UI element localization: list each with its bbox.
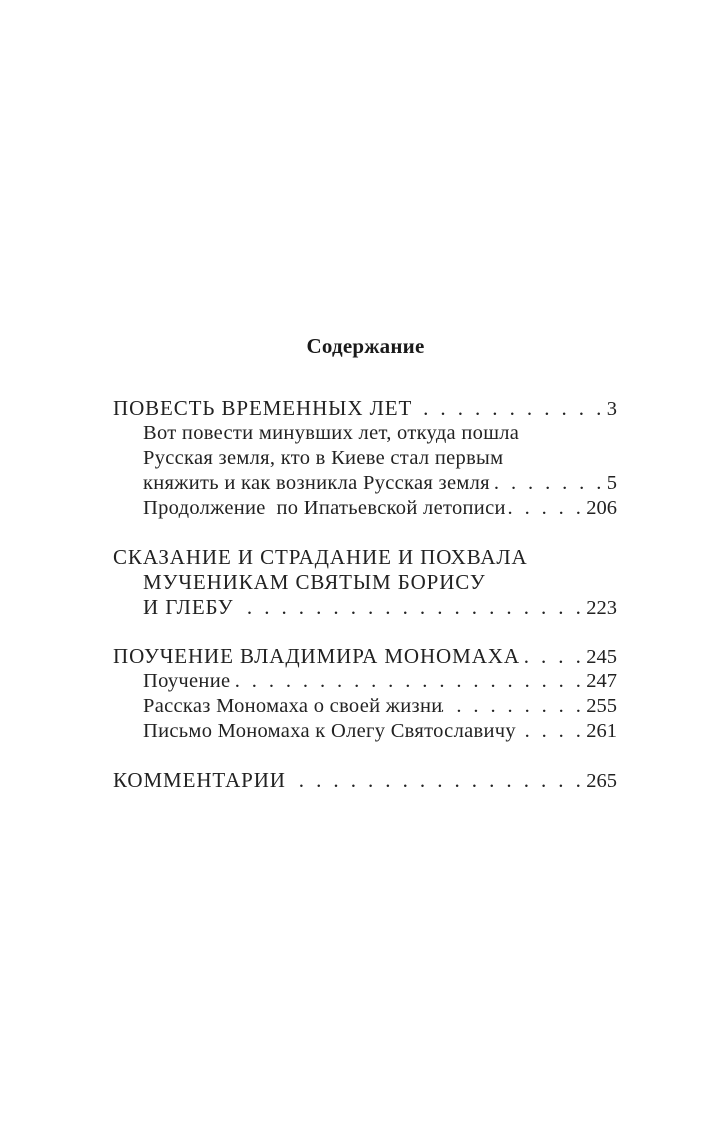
toc-entry-title: КОММЕНТАРИИ: [113, 768, 286, 792]
dot-leader: [442, 694, 586, 719]
toc-subentry-line[interactable]: [113, 446, 617, 471]
toc-page-number: 223: [586, 597, 617, 619]
toc-subentry-title: Вот повести минувших лет, откуда пошла: [143, 422, 520, 444]
toc-page-number: 245: [586, 646, 617, 668]
section-gap: [113, 521, 617, 545]
toc-entry-title: МУЧЕНИКАМ СВЯТЫМ БОРИСУ: [143, 570, 486, 594]
toc-subentry-vot-povesti[interactable]: [113, 471, 617, 496]
toc-page-number: 3: [606, 398, 617, 420]
section-gap: [113, 744, 617, 768]
section-gap: [113, 620, 617, 644]
toc-entry-pouchenie-vladimira[interactable]: [113, 644, 617, 669]
toc-page-number: 261: [586, 720, 617, 742]
toc-subentry-title: Продолжение по Ипатьевской летописи: [143, 497, 506, 519]
toc-subentry-title: Русская земля, кто в Киеве стал первым: [143, 447, 504, 469]
toc-subentry-title: Рассказ Мономаха о своей жизни: [143, 695, 443, 717]
toc-subentry-title: Письмо Мономаха к Олегу Святославичу: [143, 720, 516, 742]
dot-leader: [234, 595, 587, 620]
toc-subentry-rasskaz[interactable]: [113, 694, 617, 719]
toc-subentry-prodolzhenie[interactable]: [113, 496, 617, 521]
table-of-contents: [113, 396, 617, 793]
toc-subentry-pouchenie[interactable]: [113, 669, 617, 694]
toc-page-number: 265: [586, 770, 617, 792]
toc-entry-kommentarii[interactable]: [113, 768, 617, 793]
toc-subentry-pismo[interactable]: [113, 719, 617, 744]
toc-entry-povest[interactable]: [113, 396, 617, 421]
toc-entry-skazanie[interactable]: [113, 595, 617, 620]
dot-leader: [520, 644, 586, 669]
dot-leader: [490, 471, 607, 496]
toc-page-number: 5: [606, 472, 617, 494]
toc-entry-title: ПОВЕСТЬ ВРЕМЕННЫХ ЛЕТ: [113, 396, 413, 420]
toc-page-number: 247: [586, 670, 617, 692]
toc-entry-title: СКАЗАНИЕ И СТРАДАНИЕ И ПОХВАЛА: [113, 545, 528, 569]
toc-entry-title: ПОУЧЕНИЕ ВЛАДИМИРА МОНОМАХА: [113, 644, 520, 668]
toc-subentry-title: княжить и как возникла Русская земля: [143, 472, 490, 494]
toc-entry-title: И ГЛЕБУ: [143, 595, 234, 619]
dot-leader: [516, 719, 586, 744]
toc-entry-skazanie-line[interactable]: [113, 545, 617, 570]
dot-leader: [506, 496, 587, 521]
toc-page-number: 206: [586, 497, 617, 519]
dot-leader: [230, 669, 586, 694]
toc-subentry-title: Поучение: [143, 670, 231, 692]
dot-leader: [286, 768, 586, 793]
toc-page-number: 255: [586, 695, 617, 717]
dot-leader: [412, 396, 607, 421]
toc-subentry-line[interactable]: [113, 421, 617, 446]
toc-entry-skazanie-line[interactable]: [113, 570, 617, 595]
page-title: Содержание: [306, 334, 425, 358]
